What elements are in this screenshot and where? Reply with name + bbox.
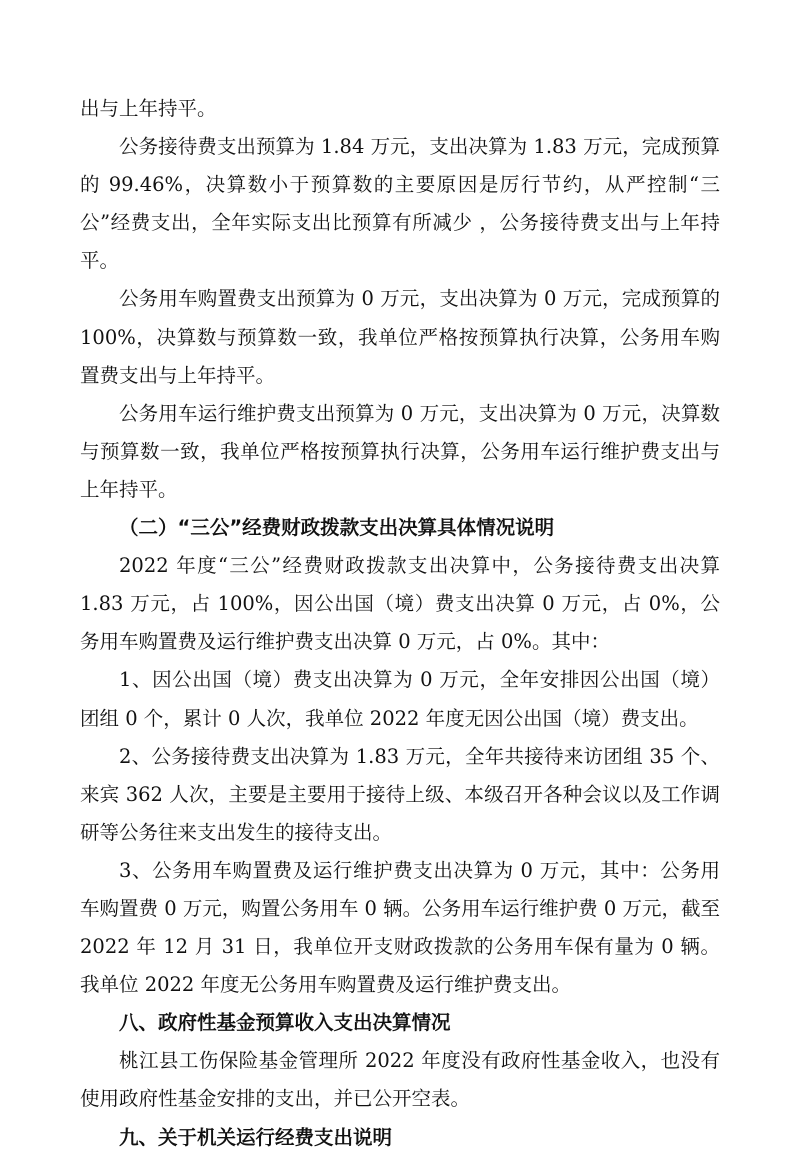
paragraph-vehicle-operation: 公务用车运行维护费支出预算为 0 万元，支出决算为 0 万元，决算数与预算数一致，我单位严格按预算执行决算，公务用车运行维护费支出与上年持平。 bbox=[80, 401, 720, 501]
section-heading-three-public-details: （二）“三公”经费财政拨款支出决算具体情况说明 bbox=[119, 516, 555, 540]
paragraph-item-reception: 2、公务接待费支出决算为 1.83 万元，全年共接待来访团组 35 个、来宾 362 人次，主要是主要用于接待上级、本级召开各种会议以及工作调研等公务往来支出发生的接待支出。 bbox=[80, 744, 720, 844]
paragraph-government-funds: 桃江县工伤保险基金管理所 2022 年度没有政府性基金收入，也没有使用政府性基金安排的支出，并已公开空表。 bbox=[80, 1049, 720, 1111]
document-body bbox=[80, 90, 720, 1157]
section-heading-government-funds: 八、政府性基金预算收入支出决算情况 bbox=[119, 1011, 451, 1035]
paragraph-reception-expense: 公务接待费支出预算为 1.84 万元，支出决算为 1.83 万元，完成预算的 99.46%，决算数小于预算数的主要原因是厉行节约，从严控制“三公”经费支出，全年实际支出比预算有所减少 ，公务接待费支出与上年持平。 bbox=[80, 135, 720, 273]
paragraph-item-overseas: 1、因公出国（境）费支出决算为 0 万元，全年安排因公出国（境）团组 0 个，累计 0 人次，我单位 2022 年度无因公出国（境）费支出。 bbox=[80, 668, 720, 730]
paragraph-continuation: 出与上年持平。 bbox=[80, 97, 217, 120]
paragraph-vehicle-purchase: 公务用车购置费支出预算为 0 万元，支出决算为 0 万元，完成预算的 100%，决算数与预算数一致，我单位严格按预算执行决算，公务用车购置费支出与上年持平。 bbox=[80, 287, 720, 387]
section-heading-operating-expenses: 九、关于机关运行经费支出说明 bbox=[119, 1125, 393, 1149]
paragraph-item-vehicles: 3、公务用车购置费及运行维护费支出决算为 0 万元，其中：公务用车购置费 0 万元，购置公务用车 0 辆。公务用车运行维护费 0 万元，截至 2022 年 12 月 31 日，我单位开支财政拨款的公务用车保有量为 0 辆。我单位 2022 年度无公务用车购置费及运行维护费支出。 bbox=[80, 858, 720, 997]
paragraph-three-public-summary: 2022 年度“三公”经费财政拨款支出决算中，公务接待费支出决算 1.83 万元，占 100%，因公出国（境）费支出决算 0 万元，占 0%，公务用车购置费及运行维护费支出决算 0 万元，占 0%。其中： bbox=[80, 554, 720, 654]
